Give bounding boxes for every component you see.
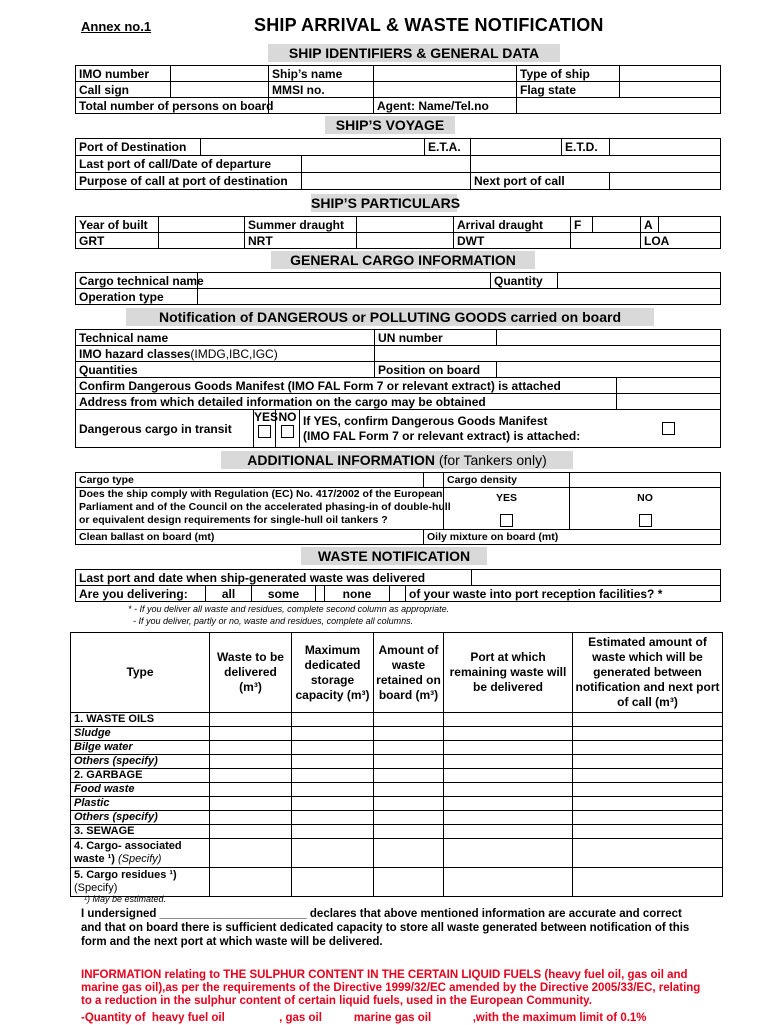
cell-input[interactable] (573, 825, 723, 839)
cell-input[interactable] (374, 825, 444, 839)
cell-input[interactable] (444, 811, 573, 825)
oily-mixture-label: Oily mixture on board (mt) (424, 530, 721, 545)
table-row (71, 783, 723, 797)
port-destination-field[interactable] (201, 139, 425, 156)
of-your-waste-label: of your waste into port reception facilities? * (406, 586, 721, 602)
section-additional: ADDITIONAL INFORMATION (for Tankers only) (221, 451, 573, 469)
un-number-field[interactable] (497, 330, 721, 346)
ship-name-label: Ship’s name (269, 66, 374, 82)
cell-input[interactable] (444, 727, 573, 741)
cell-input[interactable] (573, 727, 723, 741)
table-row (71, 825, 723, 839)
loa-label: LOA (641, 233, 721, 249)
row-food-waste: Food waste (71, 783, 210, 797)
cell-input[interactable] (210, 797, 292, 811)
imo-field[interactable] (171, 66, 269, 82)
regulation-question: Does the ship comply with Regulation (EC) No. 417/2002 of the European Parliament and of the Council on the accelerated phasing-in of double-hull or equivalent design requirements for single-hull oil tankers ? (76, 488, 444, 530)
cell-input[interactable] (210, 868, 292, 897)
row-cargo-associated: 4. Cargo- associated waste ¹) (Specify) (71, 839, 210, 868)
row-sludge: Sludge (71, 727, 210, 741)
additional-table (75, 472, 721, 545)
cell-input[interactable] (210, 755, 292, 769)
eta-label: E.T.A. (425, 139, 471, 156)
no-checkbox[interactable] (281, 425, 294, 438)
cell-input[interactable] (573, 755, 723, 769)
next-port-field[interactable] (610, 173, 721, 190)
cell-input[interactable] (292, 825, 374, 839)
regulation-no-checkbox[interactable] (639, 514, 652, 527)
cell-input[interactable] (573, 713, 723, 727)
call-sign-label: Call sign (76, 82, 171, 98)
row-waste-oils: 1. WASTE OILS (71, 713, 210, 727)
nrt-label: NRT (245, 233, 357, 249)
mmsi-field[interactable] (374, 82, 517, 98)
no-label: NO (278, 410, 297, 424)
cargo-density-field[interactable] (570, 473, 721, 488)
cell-input[interactable] (444, 769, 573, 783)
confirm-manifest-field[interactable] (617, 378, 721, 394)
particulars-table (75, 216, 721, 249)
cell-input[interactable] (374, 868, 444, 897)
cell-input[interactable] (210, 769, 292, 783)
address-field[interactable] (617, 394, 721, 410)
clean-ballast-label: Clean ballast on board (mt) (76, 530, 424, 545)
row-oils-others: Others (specify) (71, 755, 210, 769)
cell-input[interactable] (210, 825, 292, 839)
table-row (71, 713, 723, 727)
col-retained: Amount of waste retained on board (m³) (374, 633, 444, 713)
manifest-attached-checkbox[interactable] (662, 422, 675, 435)
waste-note-2: - If you deliver, partly or no, waste and residues, complete all columns. (133, 616, 414, 626)
etd-field[interactable] (610, 139, 721, 156)
regulation-no-label: NO (637, 492, 653, 504)
purpose-field[interactable] (302, 173, 471, 190)
regulation-yes[interactable] (444, 488, 570, 530)
cell-input[interactable] (444, 797, 573, 811)
cell-input[interactable] (292, 797, 374, 811)
deliver-some-option[interactable]: some (252, 586, 316, 602)
if-yes-line-2: (IMO FAL Form 7 or relevant extract) is attached: (303, 428, 581, 443)
cargo-table (75, 272, 721, 305)
spacer-cell (316, 586, 325, 602)
type-of-ship-field[interactable] (620, 66, 721, 82)
col-estimated: Estimated amount of waste which will be generated between notification and next port of call (m³) (573, 633, 723, 713)
footnote: ¹) May be estimated. (84, 894, 167, 904)
next-port-label: Next port of call (471, 173, 610, 190)
voyage-table (75, 138, 721, 190)
last-port-waste-field[interactable] (472, 570, 721, 586)
quantities-label: Quantities (76, 362, 375, 378)
cell-input[interactable] (374, 713, 444, 727)
etd-label: E.T.D. (562, 139, 610, 156)
cell-input[interactable] (292, 741, 374, 755)
cell-input[interactable] (292, 783, 374, 797)
year-built-label: Year of built (76, 217, 159, 233)
cell-input[interactable] (210, 727, 292, 741)
yes-label: YES (254, 410, 279, 424)
spacer-cell (390, 586, 406, 602)
cell-input[interactable] (210, 713, 292, 727)
table-row (71, 797, 723, 811)
persons-field[interactable] (269, 98, 374, 114)
ship-name-field[interactable] (374, 66, 517, 82)
cell-input[interactable] (374, 839, 444, 868)
section-voyage: SHIP’S VOYAGE (325, 116, 455, 134)
operation-type-label: Operation type (76, 289, 198, 305)
cell-input[interactable] (573, 839, 723, 868)
section-identifiers: SHIP IDENTIFIERS & GENERAL DATA (268, 44, 560, 62)
cell-input[interactable] (374, 769, 444, 783)
year-built-field[interactable] (159, 217, 245, 233)
dwt-label: DWT (454, 233, 571, 249)
summer-draught-label: Summer draught (245, 217, 357, 233)
persons-label: Total number of persons on board (76, 98, 269, 114)
in-transit-yes[interactable] (254, 410, 279, 448)
operation-type-field[interactable] (198, 289, 721, 305)
cell-input[interactable] (444, 783, 573, 797)
imo-hazard-label: IMO hazard classes(IMDG,IBC,IGC) (76, 346, 375, 362)
cell-input[interactable] (210, 811, 292, 825)
cell-input[interactable] (444, 741, 573, 755)
cell-input[interactable] (292, 868, 374, 897)
row-bilge-water: Bilge water (71, 741, 210, 755)
cell-input[interactable] (573, 783, 723, 797)
cell-input[interactable] (573, 797, 723, 811)
col-to-deliver: Waste to be delivered (m³) (210, 633, 292, 713)
cell-input[interactable] (444, 713, 573, 727)
position-label: Position on board (375, 362, 497, 378)
agent-label: Agent: Name/Tel.no (374, 98, 517, 114)
draught-f-label: F (571, 217, 593, 233)
cell-input[interactable] (573, 868, 723, 897)
row-sewage: 3. SEWAGE (71, 825, 210, 839)
purpose-label: Purpose of call at port of destination (76, 173, 302, 190)
waste-note-1: * - If you deliver all waste and residues, complete second column as appropriate. (128, 604, 450, 614)
table-row (71, 727, 723, 741)
annex-label: Annex no.1 (81, 19, 152, 34)
cargo-density-label: Cargo density (444, 473, 570, 488)
col-type: Type (71, 633, 210, 713)
col-port-remaining: Port at which remaining waste will be delivered (444, 633, 573, 713)
draught-a-field[interactable] (659, 217, 721, 233)
port-destination-label: Port of Destination (76, 139, 201, 156)
summer-draught-field[interactable] (357, 217, 454, 233)
draught-f-field[interactable] (593, 217, 641, 233)
dangerous-table (75, 329, 721, 448)
cell-input[interactable] (292, 811, 374, 825)
cell-input[interactable] (210, 783, 292, 797)
row-garbage-others: Others (specify) (71, 811, 210, 825)
section-cargo: GENERAL CARGO INFORMATION (271, 251, 535, 269)
draught-a-label: A (641, 217, 659, 233)
imo-hazard-field[interactable] (375, 346, 721, 362)
cell-input[interactable] (573, 741, 723, 755)
cell-input[interactable] (374, 797, 444, 811)
cell-input[interactable] (292, 755, 374, 769)
cargo-tech-name-field[interactable] (198, 273, 491, 289)
cargo-type-label: Cargo type (76, 473, 424, 488)
cell-input[interactable] (374, 811, 444, 825)
regulation-no[interactable] (570, 488, 721, 530)
cell-input[interactable] (292, 727, 374, 741)
table-row (71, 769, 723, 783)
waste-table (70, 632, 723, 897)
grt-label: GRT (76, 233, 159, 249)
cell-input[interactable] (292, 769, 374, 783)
form-title: SHIP ARRIVAL & WASTE NOTIFICATION (254, 15, 604, 35)
cell-input[interactable] (374, 741, 444, 755)
in-transit-no[interactable] (276, 410, 300, 448)
row-cargo-residues: 5. Cargo residues ¹) (Specify) (71, 868, 210, 897)
last-port-field[interactable] (302, 156, 471, 173)
deliver-all-option[interactable]: all (206, 586, 252, 602)
table-row (71, 839, 723, 868)
cell-input[interactable] (444, 825, 573, 839)
deliver-none-option[interactable]: none (325, 586, 390, 602)
cell-input[interactable] (444, 839, 573, 868)
nrt-field[interactable] (357, 233, 454, 249)
section-dangerous: Notification of DANGEROUS or POLLUTING GOODS carried on board (126, 308, 654, 326)
agent-field[interactable] (517, 98, 721, 114)
if-yes-line-1: If YES, confirm Dangerous Goods Manifest (303, 413, 548, 428)
flag-state-label: Flag state (517, 82, 620, 98)
grt-field[interactable] (159, 233, 245, 249)
cell-input[interactable] (292, 713, 374, 727)
section-waste: WASTE NOTIFICATION (301, 547, 487, 565)
section-particulars: SHIP’S PARTICULARS (311, 195, 461, 211)
undersigned-name-field[interactable]: _______________________ (159, 908, 307, 920)
address-label: Address from which detailed information on the cargo may be obtained (76, 394, 617, 410)
cell-input[interactable] (374, 755, 444, 769)
in-transit-label: Dangerous cargo in transit (76, 410, 254, 448)
regulation-yes-checkbox[interactable] (500, 514, 513, 527)
identifiers-table (75, 65, 721, 114)
call-sign-field[interactable] (171, 82, 269, 98)
cargo-type-field[interactable] (424, 473, 444, 488)
row-plastic: Plastic (71, 797, 210, 811)
cargo-quantity-field[interactable] (558, 273, 721, 289)
last-port-waste-label: Last port and date when ship-generated waste was delivered (76, 570, 472, 586)
yes-checkbox[interactable] (258, 425, 271, 438)
type-of-ship-label: Type of ship (517, 66, 620, 82)
last-port-date-field[interactable] (471, 156, 721, 173)
cargo-tech-name-label: Cargo technical name (76, 273, 198, 289)
last-port-label: Last port of call/Date of departure (76, 156, 302, 173)
arrival-draught-label: Arrival draught (454, 217, 571, 233)
un-number-label: UN number (375, 330, 497, 346)
sulphur-info: INFORMATION relating to THE SULPHUR CONTENT IN THE CERTAIN LIQUID FUELS (heavy fuel oil, gas oil and marine gas oil),as per the requirements of the Directive 1999/32/EC amended by the Directive 2005/33/EC, relating to a reduction in the sulphur content of certain liquid fuels, used in the European Community. -Quantity of heavy fuel oil , gas oil marine gas oil ,with the maximum limit of 0.1% (81, 969, 701, 1024)
declaration: I undersigned _______________________ declares that above mentioned information are accurate and correct and that on board there is sufficient dedicated capacity to store all waste generated between notification of this form and the next port at which waste will be delivered. (81, 908, 690, 948)
eta-field[interactable] (471, 139, 562, 156)
imo-label: IMO number (76, 66, 171, 82)
waste-delivery-table (75, 569, 721, 602)
cell-input[interactable] (292, 839, 374, 868)
table-row (71, 741, 723, 755)
regulation-yes-label: YES (495, 492, 517, 504)
cell-input[interactable] (444, 755, 573, 769)
cell-input[interactable] (210, 839, 292, 868)
cell-input[interactable] (374, 727, 444, 741)
cell-input[interactable] (210, 741, 292, 755)
col-max-storage: Maximum dedicated storage capacity (m³) (292, 633, 374, 713)
dg-tech-name-label: Technical name (76, 330, 375, 346)
cell-input[interactable] (444, 868, 573, 897)
flag-state-field[interactable] (620, 82, 721, 98)
position-field[interactable] (497, 362, 721, 378)
table-row (71, 755, 723, 769)
mmsi-label: MMSI no. (269, 82, 374, 98)
table-row (71, 811, 723, 825)
dwt-field[interactable] (571, 233, 641, 249)
cell-input[interactable] (374, 783, 444, 797)
cargo-quantity-label: Quantity (491, 273, 558, 289)
cell-input[interactable] (573, 769, 723, 783)
row-garbage: 2. GARBAGE (71, 769, 210, 783)
cell-input[interactable] (573, 811, 723, 825)
delivering-label: Are you delivering: (76, 586, 206, 602)
table-row (71, 868, 723, 897)
if-yes-cell (300, 410, 721, 448)
confirm-manifest-label: Confirm Dangerous Goods Manifest (IMO FAL Form 7 or relevant extract) is attached (76, 378, 617, 394)
